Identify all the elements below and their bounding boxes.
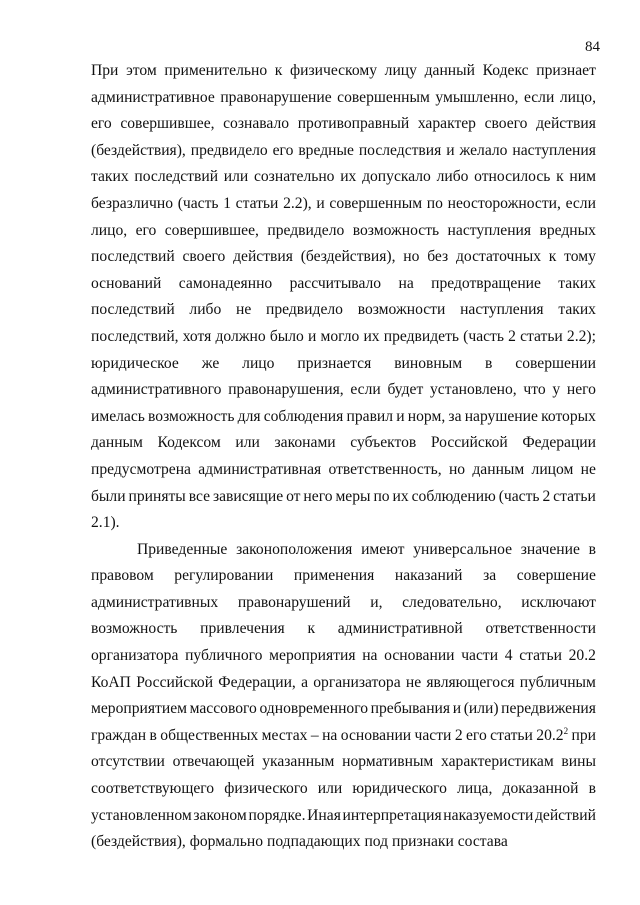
text-line: административное правонарушение совершенным умышленно, если лицо, xyxy=(91,88,596,106)
text-line: правовом регулировании применения наказаний за совершение xyxy=(91,567,596,585)
text-line: мероприятием массового одновременного пребывания и (или) передвижения xyxy=(91,700,596,718)
text-line: (бездействия), предвидело его вредные последствия и желало наступления xyxy=(91,141,596,159)
paragraph xyxy=(91,541,596,860)
text-line: предусмотрена административная ответственность, но данным лицом не xyxy=(91,460,596,478)
text-line: граждан в общественных местах – на основании части 2 его статьи 20.2$^2$ при xyxy=(91,725,596,744)
text-line: При этом применительно к физическому лицу данный Кодекс признает xyxy=(91,62,596,79)
paragraph xyxy=(91,62,596,541)
text-line: установленном законом порядке. Иная интерпретация наказуемости действий xyxy=(91,806,596,824)
text-line: Приведенные законоположения имеют универсальное значение в xyxy=(137,540,596,558)
document-body xyxy=(91,62,596,860)
text-line: данным Кодексом или законами субъектов Российской Федерации xyxy=(91,434,596,452)
text-line: организатора публичного мероприятия на основании части 4 статьи 20.2 xyxy=(91,647,596,665)
text-line: 2.1). xyxy=(91,514,120,532)
text-line: отсутствии отвечающей указанным нормативным характеристикам вины xyxy=(91,753,596,771)
text-line: таких последствий или сознательно их допускало либо относилось к ним xyxy=(91,168,596,186)
text-line: его совершившее, сознавало противоправный характер своего действия xyxy=(91,115,596,133)
text-line: лицо, его совершившее, предвидело возможность наступления вредных xyxy=(91,221,596,239)
text-line: КоАП Российской Федерации, а организатора не являющегося публичным xyxy=(91,673,596,691)
text-line: безразлично (часть 1 статьи 2.2), и совершенным по неосторожности, если xyxy=(91,194,596,212)
text-line: имелась возможность для соблюдения правил и норм, за нарушение которых xyxy=(91,407,596,425)
text-line: (бездействия), формально подпадающих под признаки состава xyxy=(91,833,508,851)
text-line: соответствующего физического или юридического лица, доказанной в xyxy=(91,780,596,798)
text-line: юридическое же лицо признается виновным в совершении xyxy=(91,354,596,372)
text-line: административного правонарушения, если будет установлено, что у него xyxy=(91,381,596,399)
text-line: административных правонарушений и, следовательно, исключают xyxy=(91,593,596,611)
page-number: 84 xyxy=(585,39,600,55)
text-line: возможность привлечения к административной ответственности xyxy=(91,620,596,638)
text-line: были приняты все зависящие от него меры по их соблюдению (часть 2 статьи xyxy=(91,487,596,505)
text-line: последствий, хотя должно было и могло их предвидеть (часть 2 статьи 2.2); xyxy=(91,327,596,345)
text-line: последствий своего действия (бездействия), но без достаточных к тому xyxy=(91,248,596,266)
text-line: оснований самонадеянно рассчитывало на предотвращение таких xyxy=(91,274,596,292)
text-line: последствий либо не предвидело возможности наступления таких xyxy=(91,301,596,319)
